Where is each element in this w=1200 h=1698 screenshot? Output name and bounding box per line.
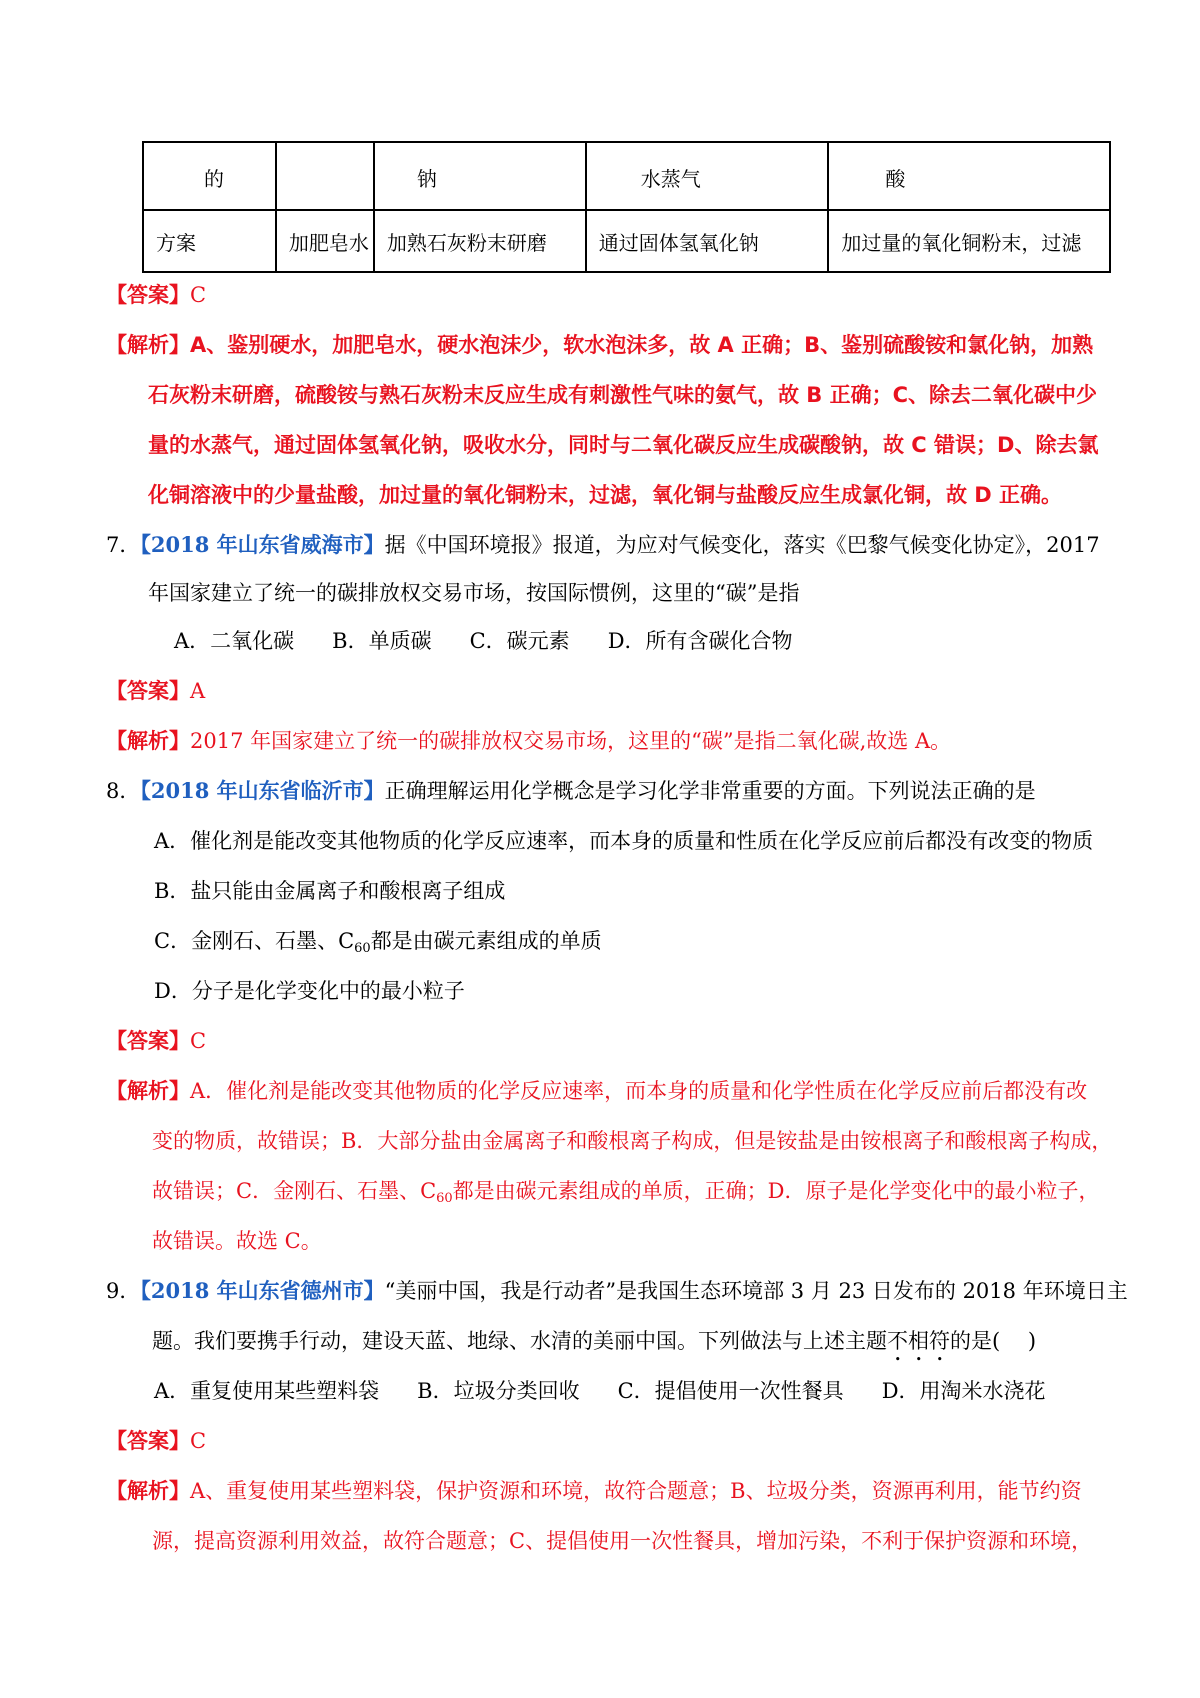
analysis-tag: 【解析】 [106, 1078, 190, 1103]
q8-option-d: D．分子是化学变化中的最小粒子 [154, 979, 465, 1003]
experiment-table [142, 141, 1111, 273]
question-source: 【2018 年山东省临沂市】 [140, 778, 385, 803]
table-cell: 水蒸气 [586, 142, 829, 210]
answer-value: C [190, 1029, 207, 1053]
table-row [143, 210, 1110, 272]
table-cell: 的 [143, 142, 276, 210]
q6-answer [106, 280, 206, 310]
q6-analysis-line: 化铜溶液中的少量盐酸，加过量的氧化铜粉末，过滤，氧化铜与盐酸反应生成氯化铜，故 D 正确。 [148, 483, 1063, 507]
q7-analysis: 【解析】2017 年国家建立了统一的碳排放权交易市场，这里的“碳”是指二氧化碳,故选 A。 [106, 728, 952, 753]
q9-analysis-line: 【解析】A、重复使用某些塑料袋，保护资源和环境，故符合题意；B、垃圾分类，资源再利用，能节约资 [106, 1478, 1082, 1503]
table-cell: 加过量的氧化铜粉末，过滤 [828, 210, 1110, 272]
emphasis-text: 不相符 [887, 1329, 950, 1353]
option-a: A．二氧化碳 [174, 629, 295, 653]
q8-stem: 8．【2018 年山东省临沂市】正确理解运用化学概念是学习化学非常重要的方面。下列说法正确的是 [106, 778, 1036, 803]
analysis-tag: 【解析】 [106, 728, 190, 753]
q7-options [174, 626, 793, 656]
answer-tag: 【答案】 [106, 1428, 190, 1453]
table-cell: 加肥皂水 [276, 210, 374, 272]
q9-stem: 9．【2018 年山东省德州市】“美丽中国，我是行动者”是我国生态环境部 3 月 23 日发布的 2018 年环境日主 [106, 1278, 1128, 1303]
q9-answer [106, 1426, 206, 1456]
q7-stem: 7．【2018 年山东省威海市】据《中国环境报》报道，为应对气候变化，落实《巴黎气候变化协定》，2017 [106, 532, 1100, 557]
q8-analysis-line: 故错误；C．金刚石、石墨、$C_{60}$都是由碳元素组成的单质，正确；D．原子是化学变化中的最小粒子， [152, 1179, 1100, 1206]
question-number: 9． [106, 1279, 141, 1303]
q8-analysis-line: 故错误。故选 C。 [152, 1229, 322, 1253]
table-cell: 加熟石灰粉末研磨 [374, 210, 586, 272]
answer-tag: 【答案】 [106, 282, 190, 307]
question-source: 【2018 年山东省德州市】 [140, 1278, 385, 1303]
option-d: D．所有含碳化合物 [607, 629, 793, 653]
answer-value: A [190, 679, 206, 703]
question-number: 8． [106, 779, 141, 803]
table-cell: 方案 [143, 210, 276, 272]
option-a: A．重复使用某些塑料袋 [154, 1379, 380, 1403]
q9-analysis-line: 源，提高资源利用效益，故符合题意；C、提倡使用一次性餐具，增加污染，不利于保护资源和环境， [152, 1529, 1093, 1553]
question-number: 7． [106, 533, 141, 557]
q8-analysis-line: 【解析】A．催化剂是能改变其他物质的化学反应速率，而本身的质量和化学性质在化学反应前后都没有改 [106, 1078, 1088, 1103]
table-cell: 通过固体氢氧化钠 [586, 210, 829, 272]
question-source: 【2018 年山东省威海市】 [140, 532, 385, 557]
q8-option-b: B．盐只能由金属离子和酸根离子组成 [154, 879, 506, 903]
answer-value: C [190, 283, 207, 307]
analysis-tag: 【解析】 [106, 1478, 190, 1503]
table-row [143, 142, 1110, 210]
answer-value: C [190, 1429, 207, 1453]
analysis-tag: 【解析】 [106, 333, 190, 357]
q6-analysis-line: 【解析】A、鉴别硬水，加肥皂水，硬水泡沫少，软水泡沫多，故 A 正确；B、鉴别硫酸铵和氯化钠，加熟 [106, 333, 1094, 357]
q8-analysis-line: 变的物质，故错误；B．大部分盐由金属离子和酸根离子构成，但是铵盐是由铵根离子和酸根离子构成， [152, 1129, 1113, 1153]
option-c: C．碳元素 [469, 629, 570, 653]
q8-option-c: C．金刚石、石墨、$C_{60}$都是由碳元素组成的单质 [154, 929, 602, 956]
table-cell [276, 142, 374, 210]
q6-analysis-line: 石灰粉末研磨，硫酸铵与熟石灰粉末反应生成有刺激性气味的氨气，故 B 正确；C、除去二氧化碳中少 [148, 383, 1098, 407]
q9-options [154, 1376, 1046, 1406]
q6-analysis-line: 量的水蒸气，通过固体氢氧化钠，吸收水分，同时与二氧化碳反应生成碳酸钠，故 C 错误；D、除去氯 [148, 433, 1099, 457]
answer-tag: 【答案】 [106, 1028, 190, 1053]
q7-answer [106, 676, 205, 706]
option-c: C．提倡使用一次性餐具 [617, 1379, 844, 1403]
option-b: B．垃圾分类回收 [417, 1379, 580, 1403]
table-cell: 钠 [374, 142, 586, 210]
q8-option-a: A．催化剂是能改变其他物质的化学反应速率，而本身的质量和性质在化学反应前后都没有改变的物质 [154, 829, 1094, 853]
answer-tag: 【答案】 [106, 678, 190, 703]
option-b: B．单质碳 [332, 629, 432, 653]
option-d: D．用淘米水浇花 [881, 1379, 1046, 1403]
q9-stem-cont: 题。我们要携手行动，建设天蓝、地绿、水清的美丽中国。下列做法与上述主题不相符的是( ) [152, 1329, 1037, 1353]
q8-answer [106, 1026, 206, 1056]
q7-stem-cont: 年国家建立了统一的碳排放权交易市场，按国际惯例，这里的“碳”是指 [148, 581, 800, 605]
table-cell: 酸 [828, 142, 1110, 210]
